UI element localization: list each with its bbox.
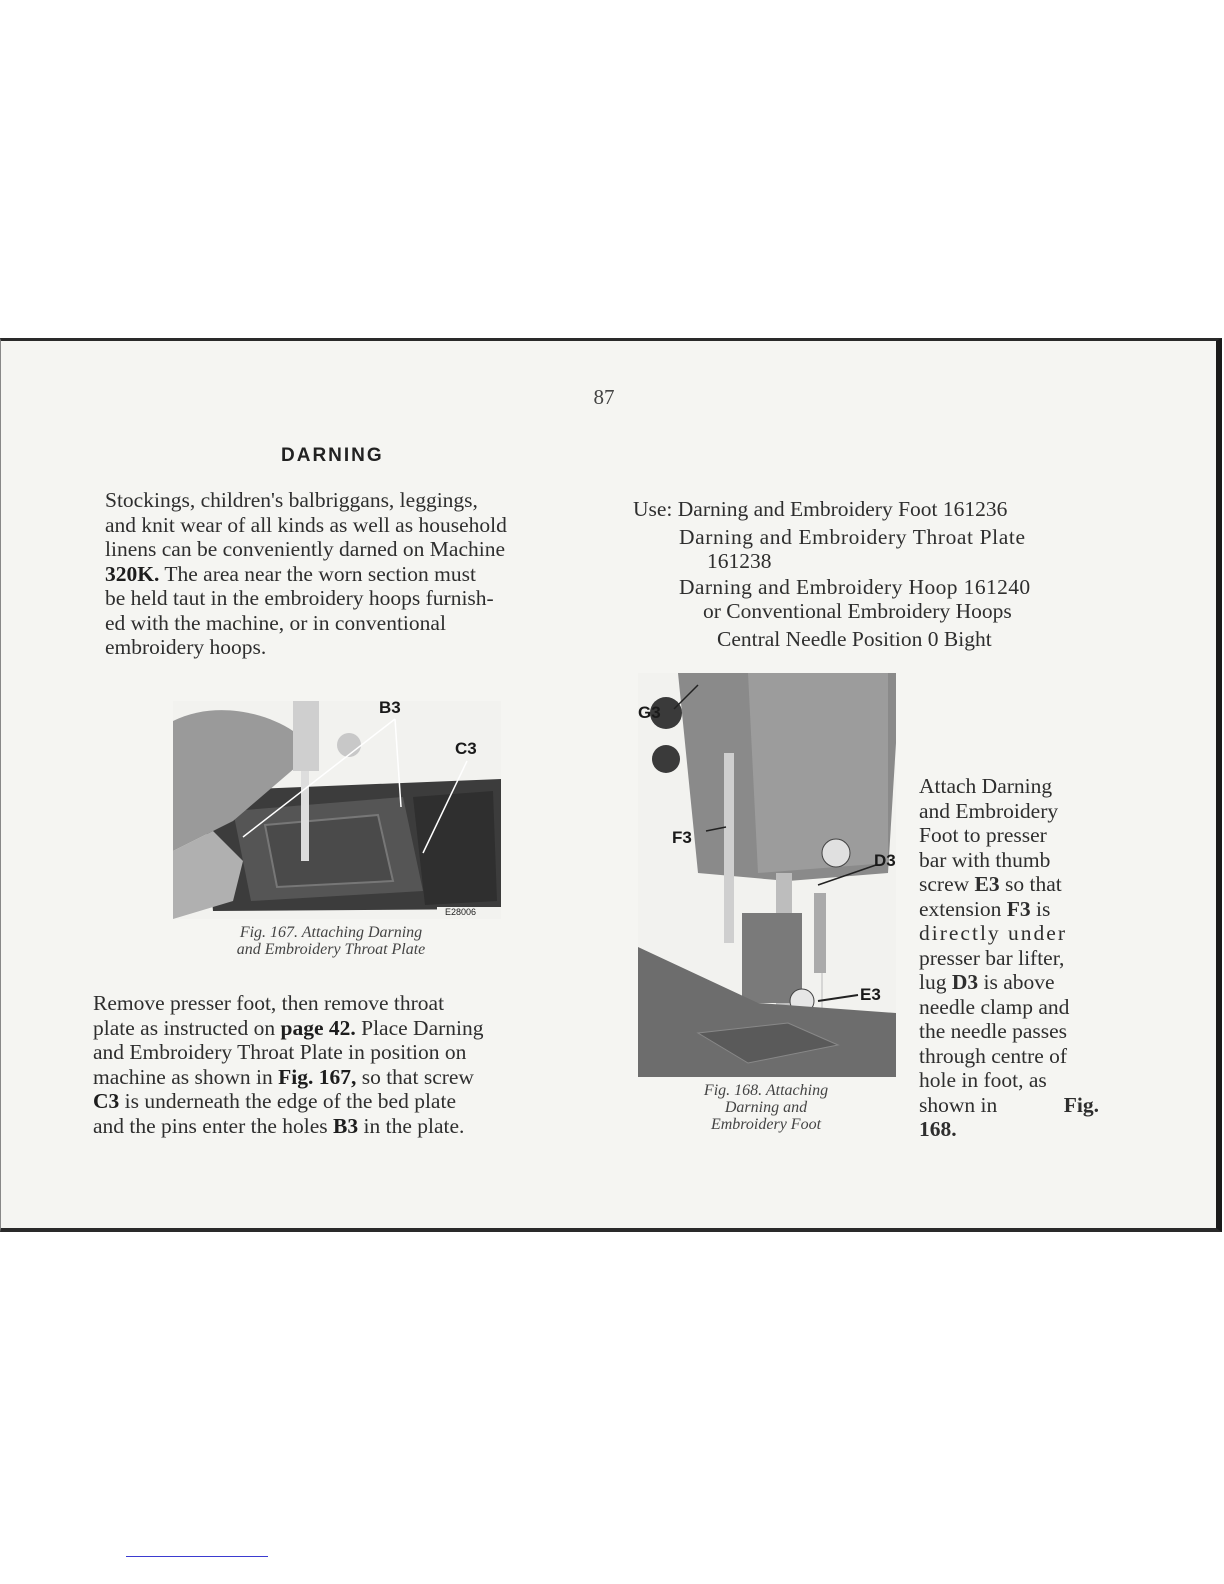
remove-line bbox=[93, 1016, 563, 1041]
text-run: is bbox=[1030, 896, 1051, 921]
intro-line-rest: The area near the worn section must bbox=[159, 561, 476, 586]
text-run: screw bbox=[919, 872, 975, 896]
attach-line: and Embroidery bbox=[919, 798, 1059, 823]
intro-line: Stockings, children's balbriggans, leggings, bbox=[105, 488, 478, 512]
figure-reference: Fig. bbox=[1063, 1092, 1099, 1117]
page-number: 87 bbox=[593, 385, 615, 409]
attach-paragraph bbox=[919, 774, 1099, 1142]
text-run: lug bbox=[919, 970, 952, 994]
intro-line: be held taut in the embroidery hoops furnish- bbox=[105, 586, 494, 610]
figure-reference: 168. bbox=[919, 1117, 957, 1141]
figure-label: E3 bbox=[860, 985, 881, 1004]
attach-line: directly under bbox=[919, 921, 1067, 945]
caption-line: and Embroidery Throat Plate bbox=[236, 941, 426, 958]
text-run: machine as shown in bbox=[93, 1064, 279, 1089]
throat-plate-illustration bbox=[173, 701, 501, 919]
attach-line: needle clamp and bbox=[919, 994, 1070, 1019]
intro-line bbox=[105, 562, 577, 587]
attach-line: through centre of bbox=[919, 1043, 1068, 1068]
book-page bbox=[0, 338, 1222, 1232]
text-run: is underneath the edge of the bed plate bbox=[119, 1089, 456, 1113]
attach-line bbox=[919, 1093, 1099, 1118]
remove-line bbox=[93, 1065, 563, 1090]
text-run: so that screw bbox=[356, 1064, 474, 1089]
use-line: Darning and Embroidery Throat Plate bbox=[679, 525, 1026, 549]
section-heading: DARNING bbox=[281, 445, 384, 466]
remove-line: and Embroidery Throat Plate in position on bbox=[93, 1040, 467, 1064]
text-run: plate as instructed on bbox=[93, 1015, 281, 1040]
use-line: Use: Darning and Embroidery Foot 161236 bbox=[633, 497, 1008, 521]
intro-paragraph bbox=[105, 488, 577, 660]
remove-line bbox=[93, 1114, 563, 1139]
figure-167-photo bbox=[173, 701, 501, 919]
caption-line: Fig. 167. Attaching Darning bbox=[239, 924, 423, 941]
attach-line bbox=[919, 897, 1099, 922]
part-reference: E3 bbox=[974, 872, 1000, 896]
caption-line: Fig. 168. Attaching bbox=[703, 1082, 829, 1099]
use-line: or Conventional Embroidery Hoops bbox=[703, 599, 1012, 623]
sewing-machine-illustration bbox=[638, 673, 896, 1077]
footnote-rule bbox=[126, 1556, 268, 1557]
figure-label: B3 bbox=[379, 701, 401, 717]
text-run: shown in bbox=[919, 1092, 998, 1117]
attach-line: bar with thumb bbox=[919, 847, 1051, 872]
attach-line bbox=[919, 1117, 1099, 1142]
remove-line bbox=[93, 1089, 563, 1114]
figure-168-caption bbox=[661, 1082, 871, 1133]
figure-label: F3 bbox=[672, 828, 692, 847]
attach-line: presser bar lifter, bbox=[919, 945, 1065, 970]
part-reference: C3 bbox=[93, 1089, 120, 1113]
use-line: Central Needle Position 0 Bight bbox=[717, 627, 992, 651]
caption-line: Embroidery Foot bbox=[710, 1116, 822, 1133]
text-run: extension bbox=[919, 896, 1007, 921]
figure-label: C3 bbox=[455, 739, 477, 758]
use-line: 161238 bbox=[707, 549, 772, 573]
text-run: and the pins enter the holes bbox=[93, 1113, 334, 1138]
page-reference: page 42. bbox=[280, 1015, 356, 1040]
text-run: in the plate. bbox=[358, 1113, 465, 1138]
part-reference: B3 bbox=[333, 1113, 359, 1138]
caption-line: Darning and bbox=[724, 1099, 808, 1116]
figure-label: D3 bbox=[874, 851, 896, 870]
text-run: so that bbox=[999, 872, 1062, 896]
figure-168-photo bbox=[638, 673, 896, 1077]
remove-paragraph bbox=[93, 991, 563, 1138]
attach-line bbox=[919, 872, 1099, 897]
intro-line: ed with the machine, or in conventional bbox=[105, 610, 446, 635]
text-run: is above bbox=[978, 970, 1055, 994]
part-reference: D3 bbox=[951, 970, 979, 994]
attach-line bbox=[919, 970, 1099, 995]
attach-line: Foot to presser bbox=[919, 823, 1047, 847]
intro-line: and knit wear of all kinds as well as household bbox=[105, 512, 507, 537]
machine-model: 320K. bbox=[105, 561, 160, 586]
intro-line: embroidery hoops. bbox=[105, 635, 267, 659]
figure-label: G3 bbox=[638, 703, 661, 722]
attach-line: the needle passes bbox=[919, 1019, 1068, 1043]
intro-line: linens can be conveniently darned on Machine bbox=[105, 537, 505, 561]
figure-167-caption bbox=[181, 924, 481, 958]
part-reference: F3 bbox=[1006, 896, 1031, 921]
attach-line: hole in foot, as bbox=[919, 1068, 1047, 1092]
remove-line: Remove presser foot, then remove throat bbox=[93, 991, 445, 1015]
attach-line: Attach Darning bbox=[919, 774, 1053, 798]
use-line: Darning and Embroidery Hoop 161240 bbox=[679, 575, 1031, 599]
figure-reference: Fig. 167, bbox=[278, 1064, 357, 1089]
figure-stamp: E28006 bbox=[445, 907, 477, 917]
text-run: Place Darning bbox=[355, 1015, 484, 1040]
